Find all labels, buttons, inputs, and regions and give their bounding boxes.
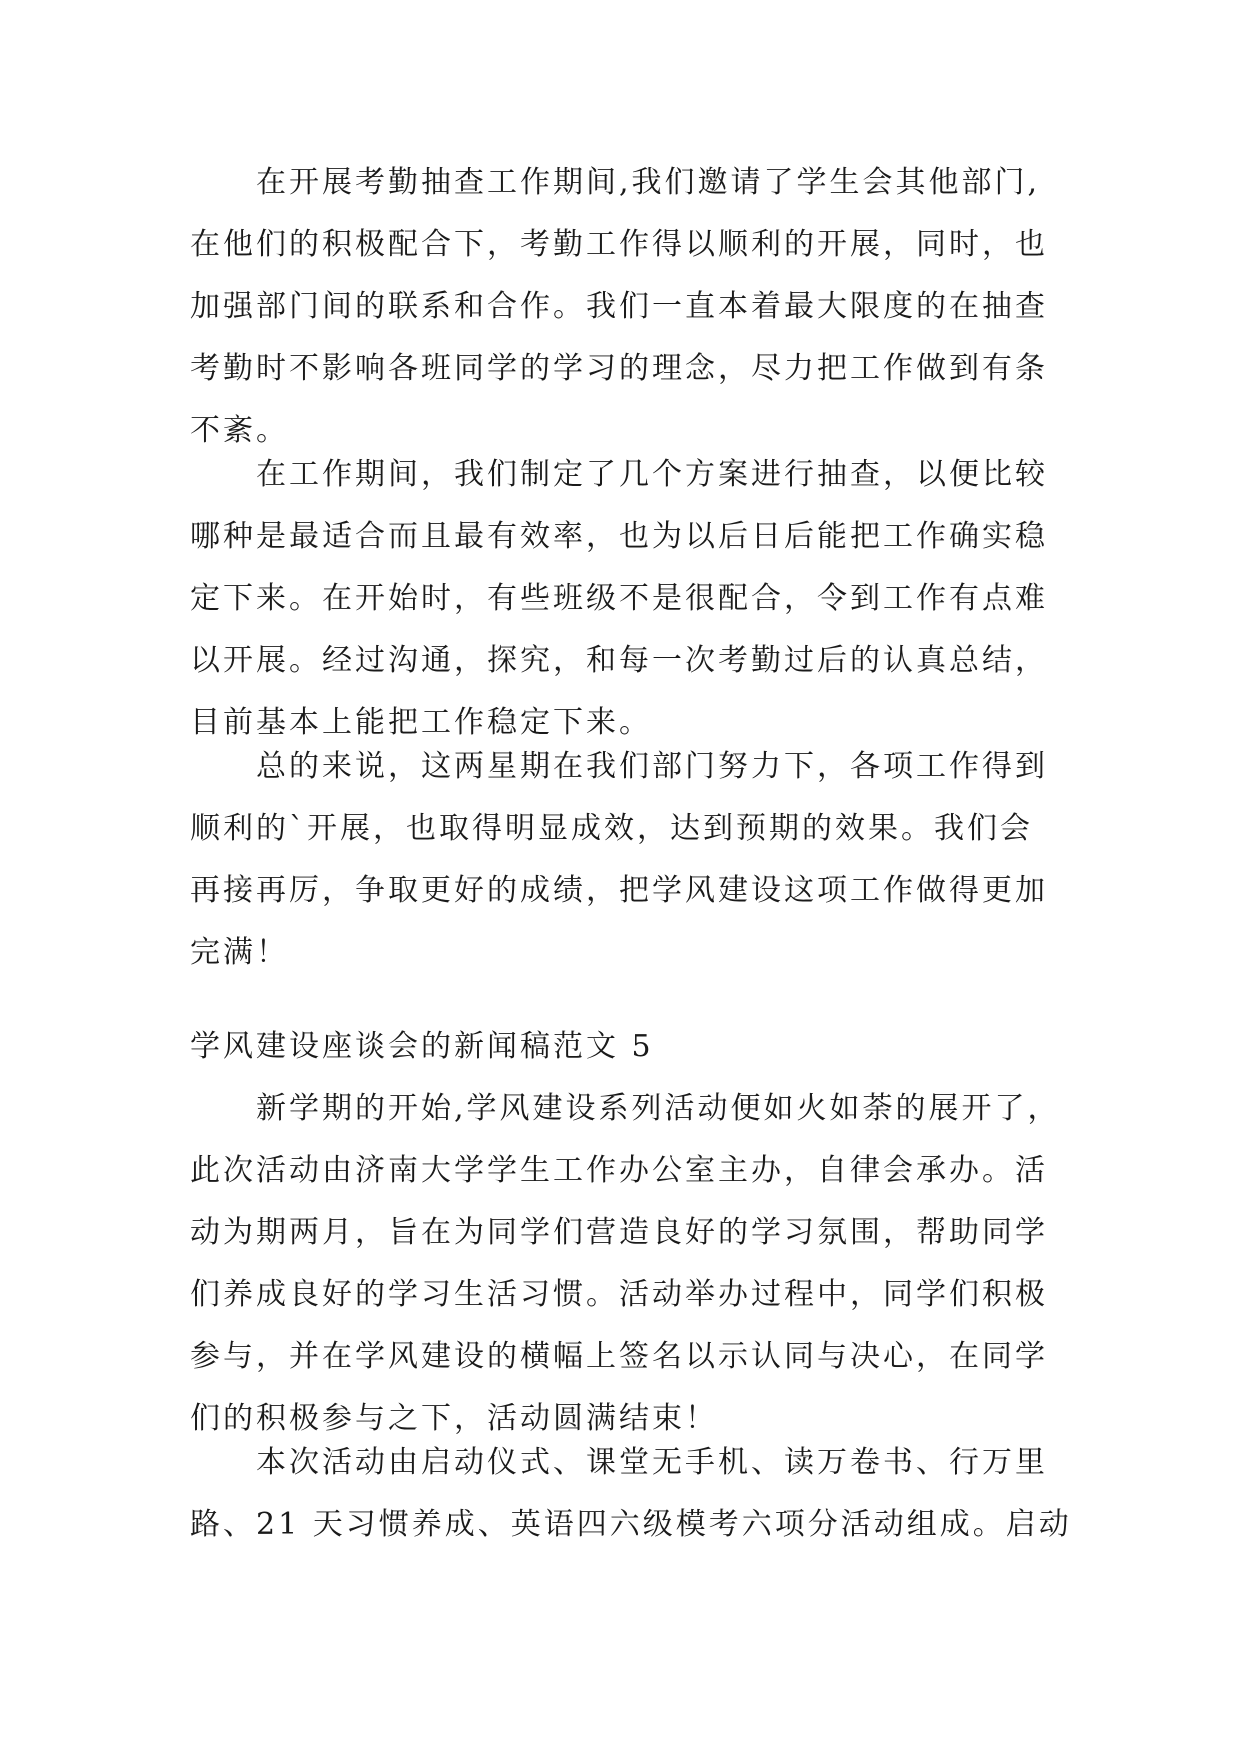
paragraph-line: 再接再厉，争取更好的成绩，把学风建设这项工作做得更加 [190, 873, 1048, 908]
paragraph-line: 动为期两月，旨在为同学们营造良好的学习氛围，帮助同学 [190, 1215, 1048, 1250]
paragraph-line: 总的来说，这两星期在我们部门努力下，各项工作得到 [256, 749, 1048, 784]
paragraph-line: 新学期的开始,学风建设系列活动便如火如荼的展开了， [256, 1091, 1061, 1126]
paragraph-line: 哪种是最适合而且最有效率，也为以后日后能把工作确实稳 [190, 519, 1048, 554]
paragraph-line: 们的积极参与之下，活动圆满结束！ [190, 1401, 718, 1436]
paragraph-line: 定下来。在开始时，有些班级不是很配合，令到工作有点难 [190, 581, 1048, 616]
paragraph-line: 考勤时不影响各班同学的学习的理念，尽力把工作做到有条 [190, 351, 1048, 386]
paragraph-line: 在他们的积极配合下，考勤工作得以顺利的开展，同时，也 [190, 227, 1048, 262]
paragraph-line: 参与，并在学风建设的横幅上签名以示认同与决心，在同学 [190, 1339, 1048, 1374]
paragraph-line: 路、21 天习惯养成、英语四六级模考六项分活动组成。启动 [190, 1507, 1072, 1542]
paragraph-line: 顺利的`开展，也取得明显成效，达到预期的效果。我们会 [190, 811, 1033, 846]
paragraph-line: 在开展考勤抽查工作期间,我们邀请了学生会其他部门, [256, 165, 1041, 200]
paragraph-line: 以开展。经过沟通，探究，和每一次考勤过后的认真总结， [190, 643, 1048, 678]
paragraph-line: 在工作期间，我们制定了几个方案进行抽查，以便比较 [256, 457, 1048, 492]
section-heading: 学风建设座谈会的新闻稿范文 5 [190, 1029, 654, 1064]
paragraph-line: 此次活动由济南大学学生工作办公室主办，自律会承办。活 [190, 1153, 1048, 1188]
paragraph-line: 目前基本上能把工作稳定下来。 [190, 705, 652, 740]
paragraph-line: 们养成良好的学习生活习惯。活动举办过程中，同学们积极 [190, 1277, 1048, 1312]
paragraph-line: 不紊。 [190, 413, 289, 448]
paragraph-line: 加强部门间的联系和合作。我们一直本着最大限度的在抽查 [190, 289, 1048, 324]
paragraph-line: 完满！ [190, 935, 289, 970]
paragraph-line: 本次活动由启动仪式、课堂无手机、读万卷书、行万里 [256, 1445, 1048, 1480]
